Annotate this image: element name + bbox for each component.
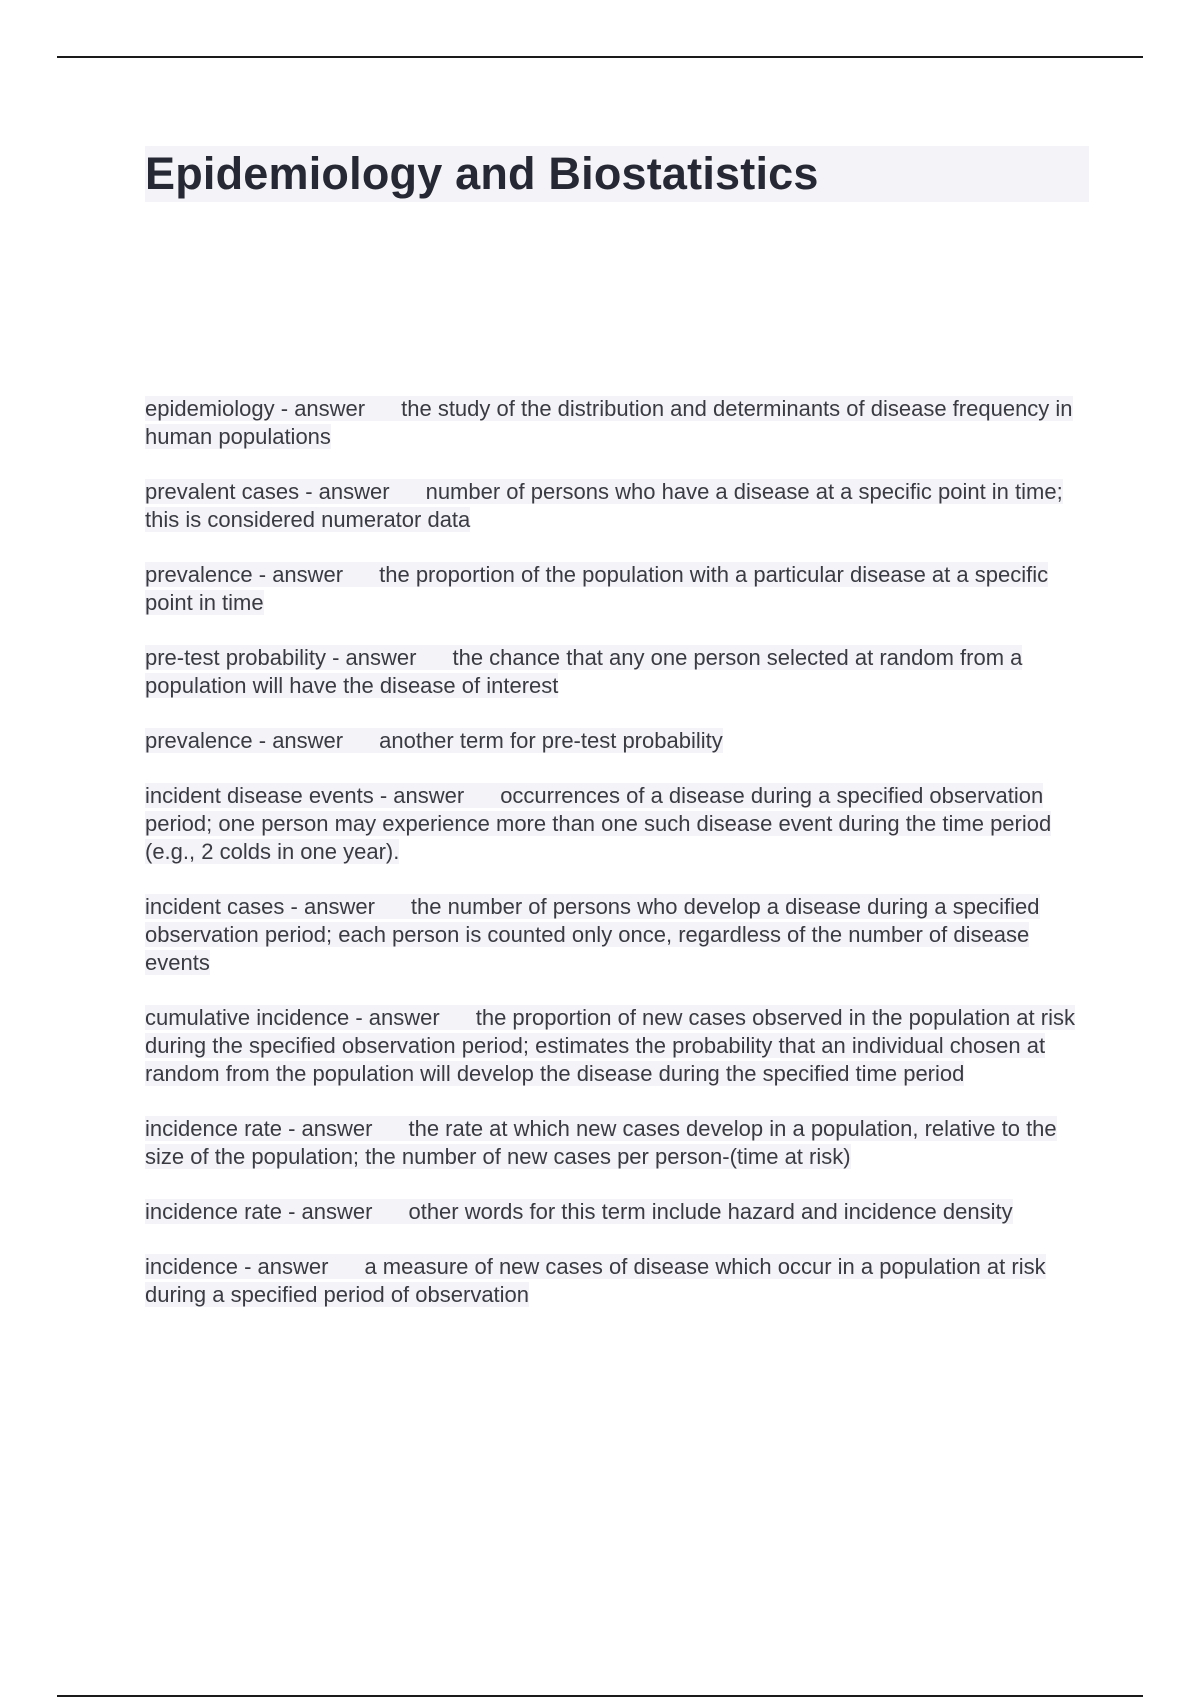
answer-separator: - answer [373, 783, 465, 808]
list-item [145, 644, 1095, 700]
entry-term: pre-test probability [145, 645, 326, 670]
answer-separator: - answer [237, 1254, 329, 1279]
entry-term: incident disease events [145, 783, 374, 808]
answer-separator: - answer [281, 1199, 373, 1224]
entry-term: epidemiology [145, 396, 275, 421]
answer-separator: - answer [299, 479, 390, 504]
entry-definition: a measure of new cases of disease which occur in a population at risk during a specified period of observation [145, 1254, 1046, 1307]
entry-term: prevalence [145, 562, 253, 587]
entry-definition: the rate at which new cases develop in a population, relative to the size of the population; the number of new cases per person-(time at risk) [145, 1116, 1057, 1169]
page-title: Epidemiology and Biostatistics [145, 148, 819, 199]
list-item [145, 395, 1095, 451]
entry-term: incident cases [145, 894, 285, 919]
top-rule [57, 56, 1143, 58]
entry-term: incidence rate [145, 1199, 282, 1224]
list-item [145, 1115, 1095, 1171]
entry-definition: the proportion of new cases observed in the population at risk during the specified observation period; estimates the probability that an individual chosen at random from the population will develop the disease during the specified time period [145, 1005, 1075, 1086]
entry-definition: the proportion of the population with a particular disease at a specific point in time [145, 562, 1049, 615]
entry-definition: the number of persons who develop a disease during a specified observation period; each person is counted only once, regardless of the number of disease events [145, 894, 1040, 975]
list-item [145, 478, 1095, 534]
entry-definition: occurrences of a disease during a specified observation period; one person may experience more than one such disease event during the time period (e.g., 2 colds in one year). [145, 783, 1052, 864]
list-item [145, 561, 1095, 617]
entry-term: incidence [145, 1254, 238, 1279]
list-item [145, 1198, 1095, 1226]
answer-separator: - answer [284, 894, 375, 919]
answer-separator: - answer [252, 562, 344, 587]
entry-definition: other words for this term include hazard and incidence density [408, 1199, 1013, 1224]
entry-definition: the chance that any one person selected at random from a population will have the disease of interest [145, 645, 1023, 698]
entry-term: incidence rate [145, 1116, 282, 1141]
bottom-rule [57, 1695, 1143, 1697]
list-item [145, 782, 1095, 866]
answer-separator: - answer [349, 1005, 440, 1030]
answer-separator: - answer [274, 396, 366, 421]
entry-term: prevalent cases [145, 479, 300, 504]
entry-term: cumulative incidence [145, 1005, 350, 1030]
answer-separator: - answer [325, 645, 417, 670]
list-item [145, 893, 1095, 977]
entry-definition: the study of the distribution and determinants of disease frequency in human populations [145, 396, 1073, 449]
entry-term: prevalence [145, 728, 253, 753]
list-item [145, 727, 1095, 755]
answer-separator: - answer [252, 728, 344, 753]
list-item [145, 1253, 1095, 1309]
list-item [145, 1004, 1095, 1088]
answer-separator: - answer [281, 1116, 373, 1141]
entry-definition: number of persons who have a disease at a specific point in time; this is considered numerator data [145, 479, 1063, 532]
entry-definition: another term for pre-test probability [379, 728, 723, 753]
flashcard-list [145, 395, 1095, 1336]
